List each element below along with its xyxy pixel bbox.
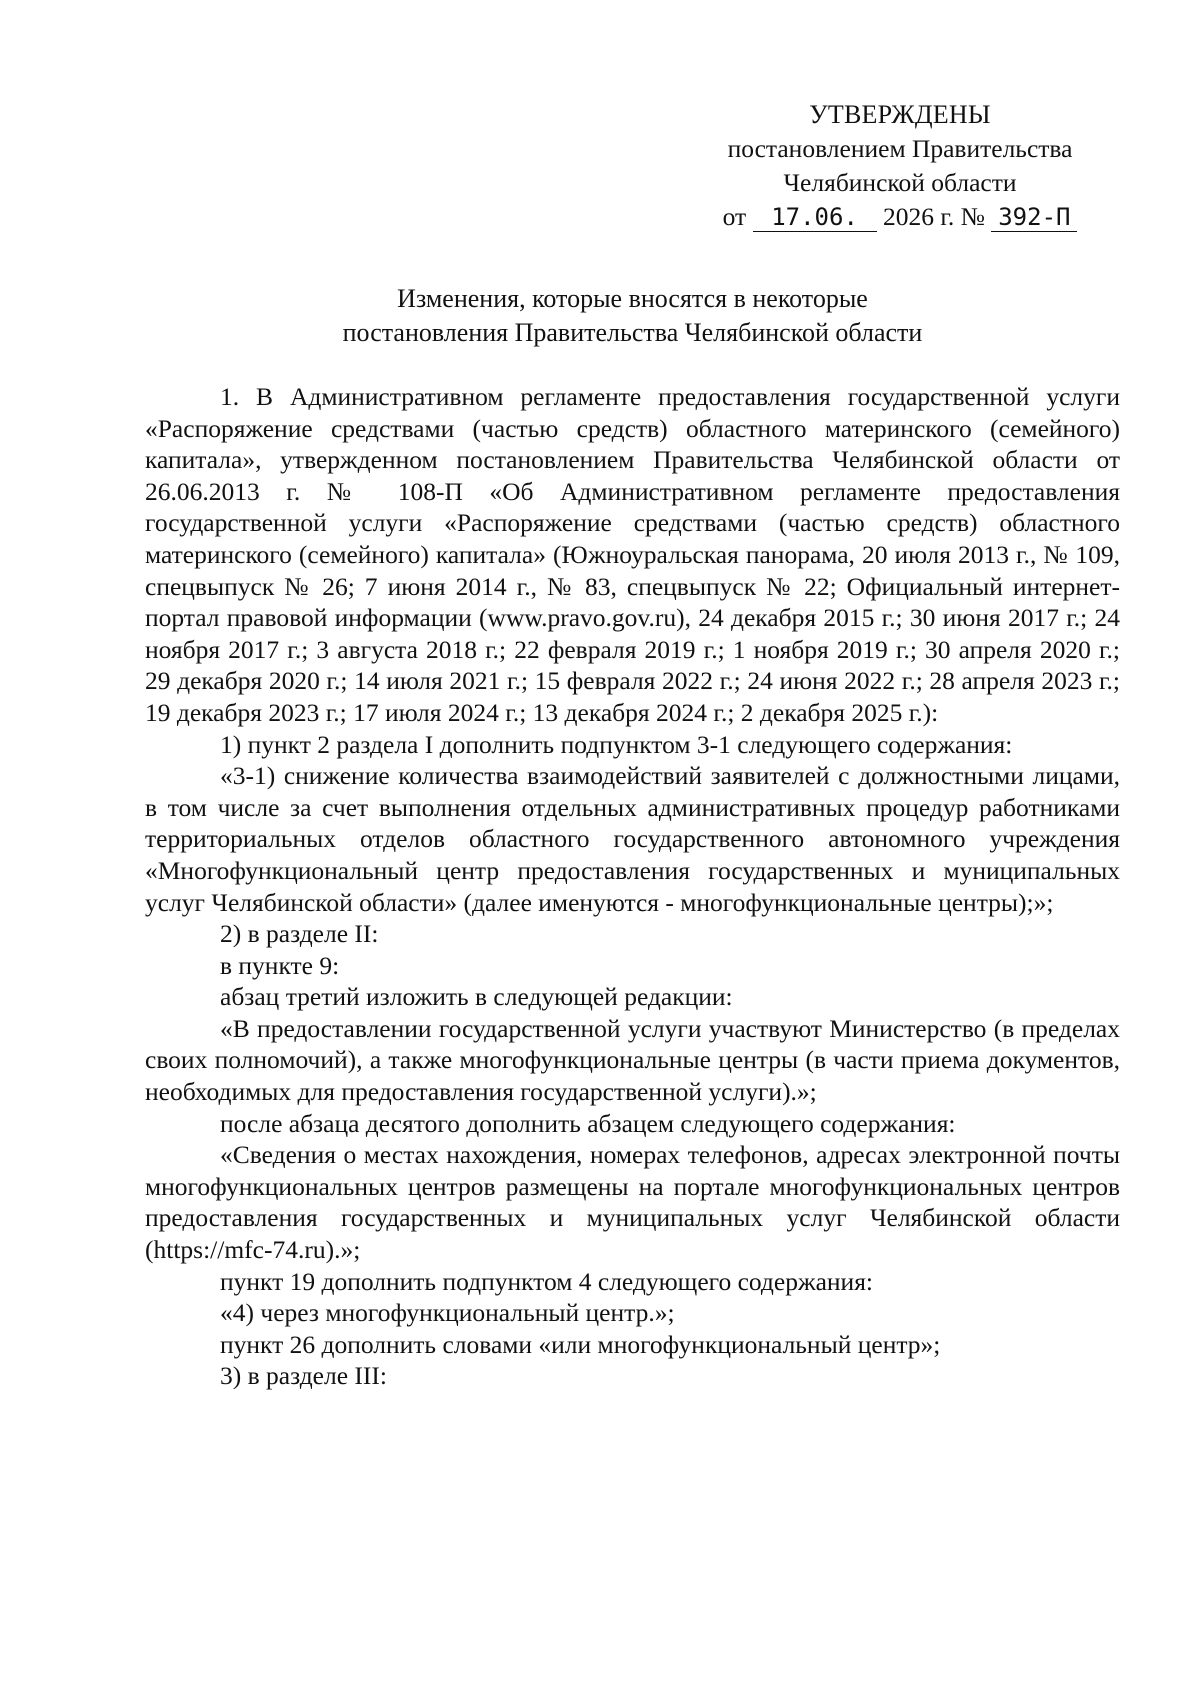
approval-date-line: [700, 200, 1100, 234]
paragraph: «3-1) снижение количества взаимодействий заявителей с должностными лицами, в том числе за счет выполнения отдельных административных процедур работниками территориальных отделов областного государственного автономного учреждения «Многофункциональный центр предоставления государственных и муниципальных услуг Челябинской области» (далее именуются - многофункциональные центры);»;: [145, 761, 1120, 917]
document-number: 392-П: [991, 203, 1077, 232]
paragraph: 1. В Административном регламенте предоставления государственной услуги «Распоряжение средствами (частью средств) областного материнского (семейного) капитала», утвержденном постановлением Правительства Челябинской области от 26.06.2013 г. № 108-П «Об Административном регламенте предоставления государственной услуги «Распоряжение средствами (частью средств) областного материнского (семейного) капитала» (Южноуральская панорама, 20 июля 2013 г., № 109, спецвыпуск № 26; 7 июня 2014 г., № 83, спецвыпуск № 22; Официальный интернет-портал правовой информации (www.pravo.gov.ru), 24 декабря 2015 г.; 30 июня 2017 г.; 24 ноября 2017 г.; 3 августа 2018 г.; 22 февраля 2019 г.; 1 ноября 2019 г.; 30 апреля 2020 г.; 29 декабря 2020 г.; 14 июля 2021 г.; 15 февраля 2022 г.; 24 июня 2022 г.; 28 апреля 2023 г.; 19 декабря 2023 г.; 17 июля 2024 г.; 13 декабря 2024 г.; 2 декабря 2025 г.):: [145, 382, 1120, 727]
paragraph: пункт 19 дополнить подпунктом 4 следующего содержания:: [220, 1266, 874, 1296]
approval-block: [700, 98, 1100, 234]
paragraph: абзац третий изложить в следующей редакции:: [220, 982, 733, 1012]
date-prefix: от: [722, 202, 747, 231]
year-text: 2026 г. №: [882, 202, 985, 231]
paragraph: в пункте 9:: [220, 950, 340, 980]
title-line-2: постановления Правительства Челябинской области: [342, 318, 923, 347]
document-title: [145, 282, 1120, 350]
paragraph: пункт 26 дополнить словами «или многофункциональный центр»;: [220, 1329, 941, 1359]
paragraph: «Сведения о местах нахождения, номерах телефонов, адресах электронной почты многофункциональных центров размещены на портале многофункциональных центров предоставления государственных и муниципальных услуг Челябинской области (https://mfc-74.ru).»;: [145, 1140, 1120, 1265]
paragraph: после абзаца десятого дополнить абзацем следующего содержания:: [220, 1108, 956, 1138]
paragraph: 2) в разделе II:: [220, 919, 379, 949]
paragraph: «4) через многофункциональный центр.»;: [220, 1298, 675, 1328]
paragraph: 1) пункт 2 раздела I дополнить подпунктом 3-1 следующего содержания:: [220, 729, 1013, 759]
document-body: [145, 381, 1120, 1392]
date-value: 17.06.: [753, 203, 877, 232]
paragraph: 3) в разделе III:: [220, 1361, 387, 1391]
approval-line-1: постановлением Правительства: [727, 134, 1073, 163]
title-line-1: Изменения, которые вносятся в некоторые: [397, 284, 868, 313]
paragraph: «В предоставлении государственной услуги участвуют Министерство (в пределах своих полномочий), а также многофункциональные центры (в части приема документов, необходимых для предоставления государственной услуги).»;: [145, 1013, 1120, 1107]
approval-line-2: Челябинской области: [783, 168, 1017, 197]
approval-heading: УТВЕРЖДЕНЫ: [809, 100, 991, 129]
